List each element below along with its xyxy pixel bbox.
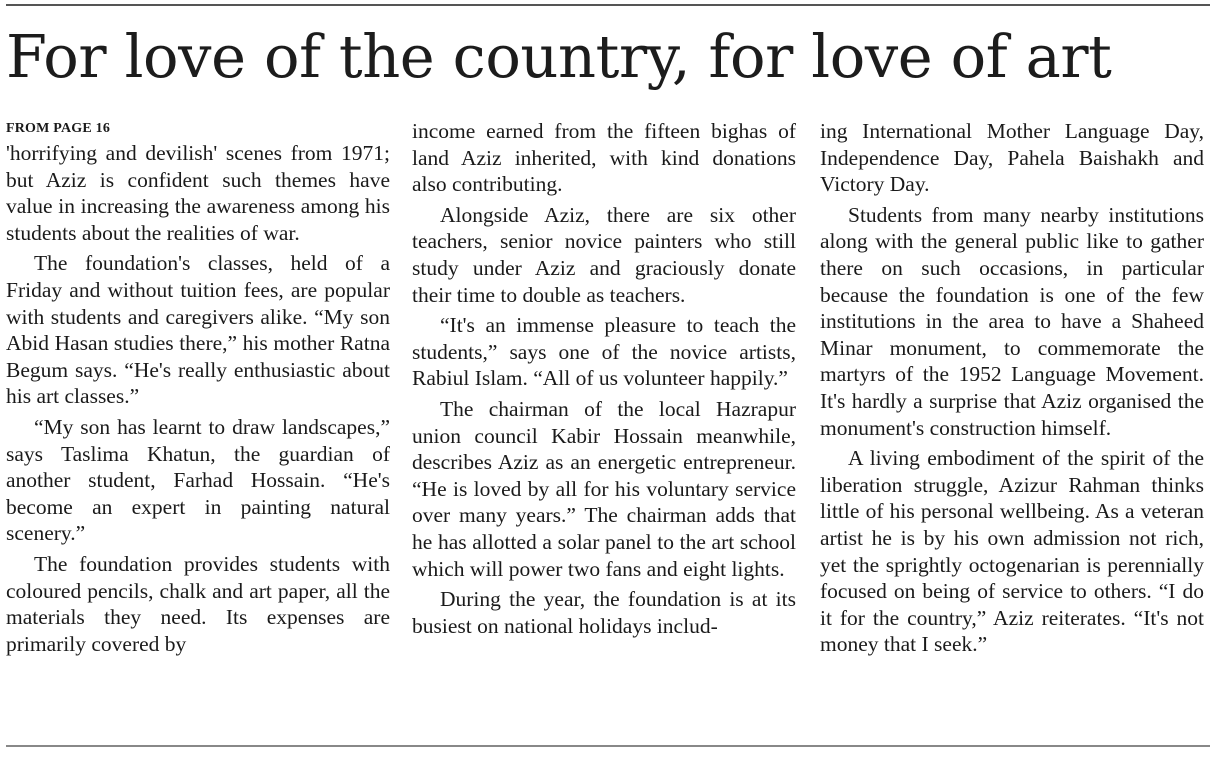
paragraph: Students from many nearby institutions along with the general public like to gather there on such occasions, in particular because the foundation is one of the few institutions in the area to have a Shaheed Minar monument, to commemorate the martyrs of the 1952 Language Movement. It's hardly a surprise that Aziz organised the monument's construction himself. (820, 202, 1204, 440)
bottom-rule (6, 745, 1210, 747)
paragraph: Alongside Aziz, there are six other teachers, senior novice painters who still study under Aziz and graciously donate their time to double as teachers. (412, 202, 796, 307)
kicker-from-page: FROM PAGE 16 (6, 121, 111, 136)
paragraph: During the year, the foundation is at its busiest on national holidays includ- (412, 587, 796, 638)
article-body (6, 118, 1210, 723)
paragraph: The foundation's classes, held of a Friday and without tuition fees, are popular with students and caregivers alike. “My son Abid Hasan studies there,” his mother Ratna Begum says. “He's really enthusiastic about his art classes.” (6, 251, 390, 409)
column-1 (6, 118, 390, 723)
paragraph: 'horrifying and devilish' scenes from 1971; but Aziz is confident such themes have value in increasing the awareness among his students about the realities of war. (6, 141, 390, 245)
column-2 (412, 118, 796, 723)
paragraph: “It's an immense pleasure to teach the students,” says one of the novice artists, Rabiul Islam. “All of us volunteer happily.” (412, 313, 796, 391)
paragraph: A living embodiment of the spirit of the liberation struggle, Azizur Rahman thinks little of his personal wellbeing. As a veteran artist he is by his own admission not rich, yet the sprightly octogenarian is perennially focused on being of service to others. “I do it for the country,” Aziz reiterates. “It's not money that I seek.” (820, 446, 1204, 657)
paragraph: ing International Mother Language Day, Independence Day, Pahela Baishakh and Victory Day. (820, 119, 1204, 197)
paragraph: “My son has learnt to draw landscapes,” says Taslima Khatun, the guardian of another student, Farhad Hossain. “He's become an expert in painting natural scenery.” (6, 414, 390, 546)
paragraph: income earned from the fifteen bighas of land Aziz inherited, with kind donations also contributing. (412, 119, 796, 197)
headline: For love of the country, for love of art (6, 22, 1112, 91)
top-rule (6, 4, 1210, 6)
paragraph: The chairman of the local Hazrapur union council Kabir Hossain meanwhile, describes Aziz as an energetic entrepreneur. “He is loved by all for his voluntary service over many years.” The chairman adds that he has allotted a solar panel to the art school which will power two fans and eight lights. (412, 396, 796, 581)
column-3 (820, 118, 1204, 723)
paragraph: The foundation provides students with coloured pencils, chalk and art paper, all the materials they need. Its expenses are primarily covered by (6, 551, 390, 656)
